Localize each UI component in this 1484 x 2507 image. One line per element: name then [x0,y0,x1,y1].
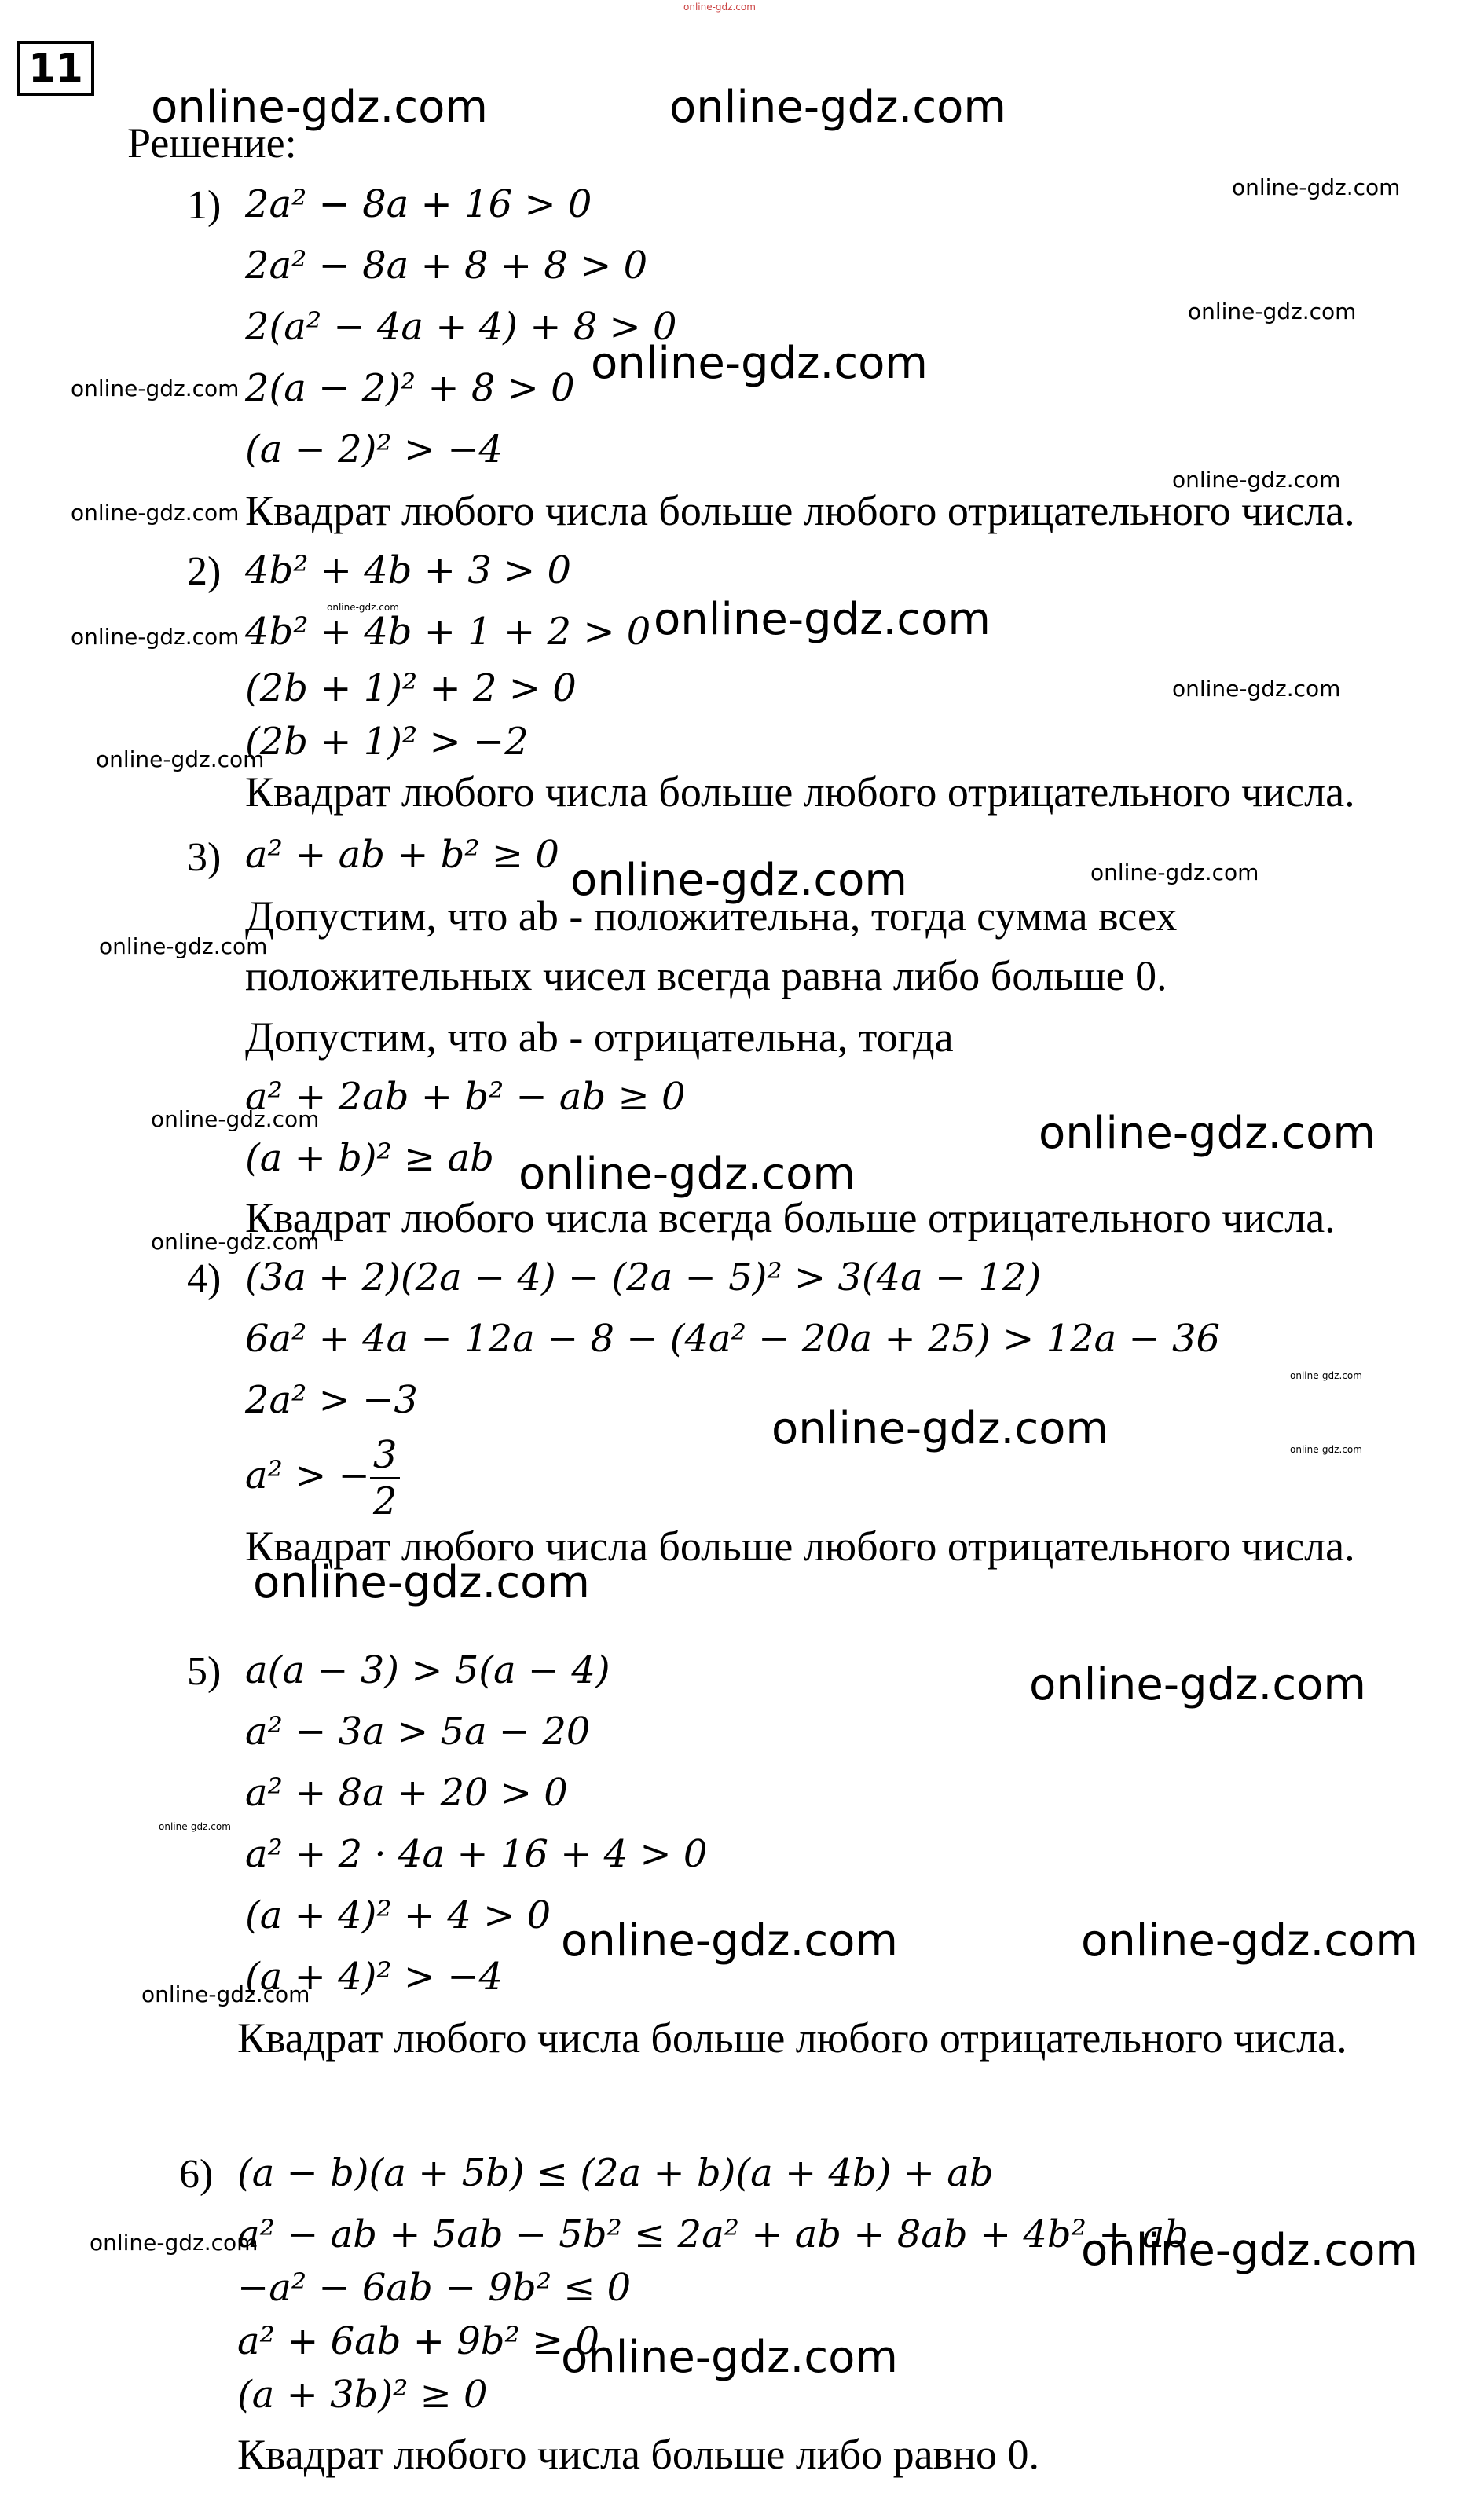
s6-line-2: a² − ab + 5ab − 5b² ≤ 2a² + ab + 8ab + 4b² + ab [237,2212,1189,2256]
s4-fraction-numerator: 3 [370,1433,401,1479]
s2-conclusion: Квадрат любого числа больше любого отрицательного числа. [245,768,1355,816]
watermark: online-gdz.com [253,1557,590,1608]
watermark: online-gdz.com [1232,174,1401,200]
s5-line-2: a² − 3a > 5a − 20 [245,1710,591,1754]
watermark: online-gdz.com [159,1821,231,1832]
section-5-number: 5) [187,1649,222,1694]
watermark: online-gdz.com [570,855,907,906]
s4-fraction [370,1433,401,1523]
watermark: online-gdz.com [1081,1915,1418,1966]
s5-line-3: a² + 8a + 20 > 0 [245,1771,568,1815]
watermark: online-gdz.com [1039,1108,1376,1159]
watermark: online-gdz.com [151,82,488,133]
s6-line-3: −a² − 6ab − 9b² ≤ 0 [237,2266,632,2310]
watermark: online-gdz.com [90,2230,258,2256]
watermark: online-gdz.com [1172,467,1341,493]
s3-text-3: Допустим, что ab - отрицательна, тогда [245,1013,954,1061]
s4-line-2: 6a² + 4a − 12a − 8 − (4a² − 20a + 25) > 12a − 36 [245,1317,1221,1361]
watermark: online-gdz.com [71,376,240,401]
s5-line-5: (a + 4)² + 4 > 0 [245,1893,551,1937]
s3-line-1: a² + ab + b² ≥ 0 [245,833,559,877]
s3-text-1: Допустим, что ab - положительна, тогда сумма всех [245,892,1178,940]
solution-label: Решение: [127,119,297,167]
watermark: online-gdz.com [141,1981,310,2007]
watermark: online-gdz.com [1029,1659,1366,1710]
section-2-number: 2) [187,549,222,594]
s6-conclusion: Квадрат любого числа больше либо равно 0. [237,2431,1039,2478]
s4-fraction-denominator: 2 [372,1479,398,1523]
watermark: online-gdz.com [151,1229,320,1255]
s2-line-1: 4b² + 4b + 3 > 0 [245,548,572,592]
watermark: online-gdz.com [561,1915,898,1966]
s1-line-5: (a − 2)² > −4 [245,427,504,471]
s3-conclusion: Квадрат любого числа всегда больше отрицательного числа. [245,1194,1336,1241]
s4-fraction-line [245,1428,400,1523]
watermark: online-gdz.com [1290,1444,1362,1455]
s1-line-1: 2a² − 8a + 16 > 0 [245,182,592,226]
s5-line-4: a² + 2 · 4a + 16 + 4 > 0 [245,1832,708,1876]
watermark: online-gdz.com [151,1106,320,1132]
watermark: online-gdz.com [1290,1370,1362,1381]
watermark: online-gdz.com [591,338,928,389]
watermark: online-gdz.com [327,602,399,613]
s1-conclusion: Квадрат любого числа больше любого отрицательного числа. [245,487,1355,534]
s5-line-1: a(a − 3) > 5(a − 4) [245,1648,610,1692]
s6-line-4: a² + 6ab + 9b² ≥ 0 [237,2319,599,2363]
section-4-number: 4) [187,1256,222,1301]
s6-line-5: (a + 3b)² ≥ 0 [237,2373,488,2417]
s5-line-6: (a + 4)² > −4 [245,1955,504,1999]
s3-line-3: (a + b)² ≥ ab [245,1136,494,1180]
watermark: online-gdz.com [99,933,268,959]
s1-line-2: 2a² − 8a + 8 + 8 > 0 [245,244,648,288]
s1-line-3: 2(a² − 4a + 4) + 8 > 0 [245,305,677,349]
watermark: online-gdz.com [71,500,240,526]
watermark: online-gdz.com [96,746,265,772]
s2-line-4: (2b + 1)² > −2 [245,720,529,764]
watermark: online-gdz.com [771,1403,1108,1454]
s4-fraction-left: a² > − [245,1453,370,1497]
section-3-number: 3) [187,835,222,880]
s4-line-3: 2a² > −3 [245,1378,418,1422]
site-header-label: online-gdz.com [683,2,756,13]
watermark: online-gdz.com [1081,2225,1418,2276]
s2-line-3: (2b + 1)² + 2 > 0 [245,666,577,710]
watermark: online-gdz.com [1188,299,1357,324]
watermark: online-gdz.com [1172,676,1341,702]
watermark: online-gdz.com [71,624,240,650]
watermark: online-gdz.com [669,82,1006,133]
task-number-box: 11 [17,41,94,96]
s3-line-2: a² + 2ab + b² − ab ≥ 0 [245,1075,686,1119]
section-6-number: 6) [179,2152,214,2197]
watermark: online-gdz.com [561,2332,898,2383]
s1-line-4: 2(a − 2)² + 8 > 0 [245,366,575,410]
s4-line-1: (3a + 2)(2a − 4) − (2a − 5)² > 3(4a − 12) [245,1255,1042,1299]
s4-conclusion: Квадрат любого числа больше любого отрицательного числа. [245,1523,1355,1570]
s6-line-1: (a − b)(a + 5b) ≤ (2a + b)(a + 4b) + ab [237,2151,994,2195]
watermark: online-gdz.com [654,594,991,645]
watermark: online-gdz.com [1090,859,1259,885]
section-1-number: 1) [187,183,222,228]
s5-conclusion: Квадрат любого числа больше любого отрицательного числа. [237,2014,1347,2062]
s2-line-2: 4b² + 4b + 1 + 2 > 0 [245,610,651,654]
s3-text-2: положительных чисел всегда равна либо больше 0. [245,952,1167,999]
watermark: online-gdz.com [518,1149,856,1200]
